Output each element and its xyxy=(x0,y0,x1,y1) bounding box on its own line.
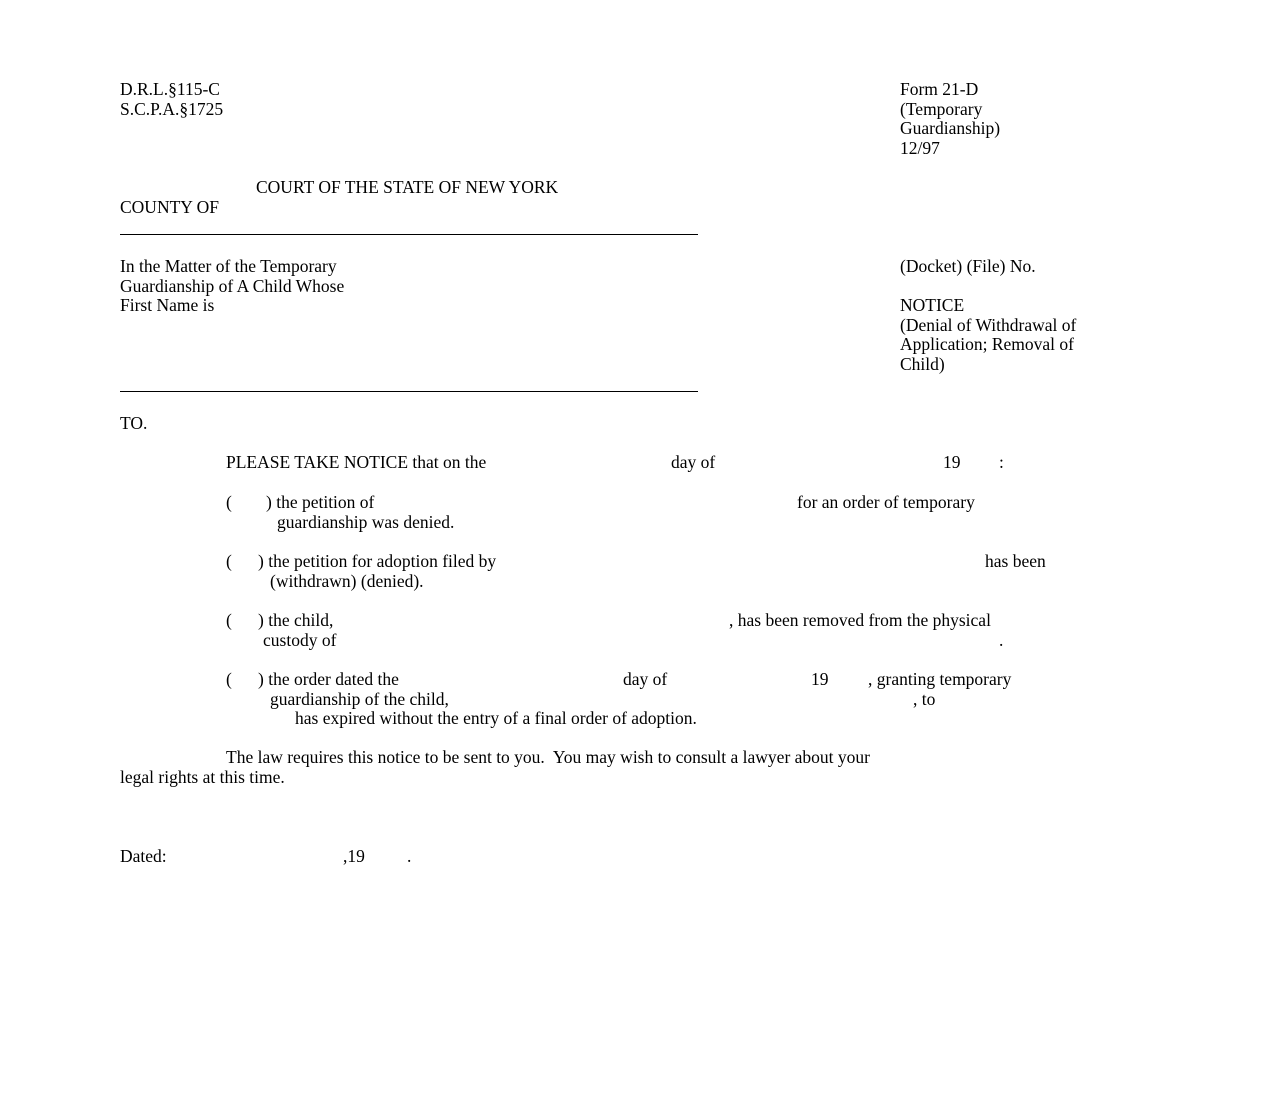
dated-year: ,19 xyxy=(343,846,365,866)
court-title: COURT OF THE STATE OF NEW YORK xyxy=(256,177,559,197)
item-child-removed-right: , has been removed from the physical xyxy=(729,610,991,630)
form-type-line1: (Temporary xyxy=(900,98,983,119)
item-child-removed-line2: custody of xyxy=(263,629,337,650)
item-child-removed-period: . xyxy=(999,629,1004,650)
statute-scpa: S.C.P.A.§1725 xyxy=(120,98,224,119)
item-order-expired-right: , granting temporary xyxy=(868,669,1012,689)
checkbox-order-expired[interactable]: ( xyxy=(226,669,232,689)
item-petition-denied-right: for an order of temporary xyxy=(797,492,975,512)
notice-title: NOTICE xyxy=(900,295,965,315)
item-order-expired-to: , to xyxy=(913,688,936,709)
notice-intro: PLEASE TAKE NOTICE that on the xyxy=(226,452,487,472)
docket-number-label: (Docket) (File) No. xyxy=(900,256,1036,276)
checkbox-child-removed[interactable]: ( xyxy=(226,610,232,630)
caption-top-rule xyxy=(120,234,698,235)
item-adoption-withdrawn-right: has been xyxy=(985,551,1046,571)
item-order-expired-day-of: day of xyxy=(623,669,668,689)
matter-line2: Guardianship of A Child Whose xyxy=(120,275,345,296)
dated-period: . xyxy=(407,846,412,866)
item-adoption-withdrawn-line2: (withdrawn) (denied). xyxy=(270,570,424,591)
form-number: Form 21-D xyxy=(900,79,979,99)
item-order-expired-line2: guardianship of the child, xyxy=(270,688,449,709)
notice-subtitle-line3: Child) xyxy=(900,353,945,374)
item-adoption-withdrawn: ) the petition for adoption filed by xyxy=(258,551,497,571)
checkbox-adoption-withdrawn[interactable]: ( xyxy=(226,551,232,571)
notice-intro-day-of: day of xyxy=(671,452,716,472)
item-child-removed: ) the child, xyxy=(258,610,334,630)
matter-line1: In the Matter of the Temporary xyxy=(120,256,337,276)
notice-intro-year: 19 xyxy=(943,452,961,472)
item-petition-denied: ) the petition of xyxy=(266,492,375,512)
notice-intro-colon: : xyxy=(999,452,1004,472)
checkbox-petition-denied[interactable]: ( xyxy=(226,492,232,512)
dated-label: Dated: xyxy=(120,846,167,866)
notice-subtitle-line1: (Denial of Withdrawal of xyxy=(900,314,1077,335)
form-type-line2: Guardianship) xyxy=(900,118,1001,138)
item-petition-denied-line2: guardianship was denied. xyxy=(277,511,455,532)
to-label: TO. xyxy=(120,413,148,433)
item-order-expired-line3: has expired without the entry of a final order of adoption. xyxy=(295,708,697,728)
law-text-line2: legal rights at this time. xyxy=(120,766,285,787)
county-label: COUNTY OF xyxy=(120,196,220,217)
matter-line3: First Name is xyxy=(120,295,215,315)
item-order-expired-year: 19 xyxy=(811,669,829,689)
form-date: 12/97 xyxy=(900,137,940,158)
law-text-line1: The law requires this notice to be sent to you. You may wish to consult a lawyer about your xyxy=(226,747,870,767)
notice-subtitle-line2: Application; Removal of xyxy=(900,334,1074,354)
caption-bottom-rule xyxy=(120,391,698,392)
statute-drl: D.R.L.§115-C xyxy=(120,79,220,99)
item-order-expired: ) the order dated the xyxy=(258,669,399,689)
